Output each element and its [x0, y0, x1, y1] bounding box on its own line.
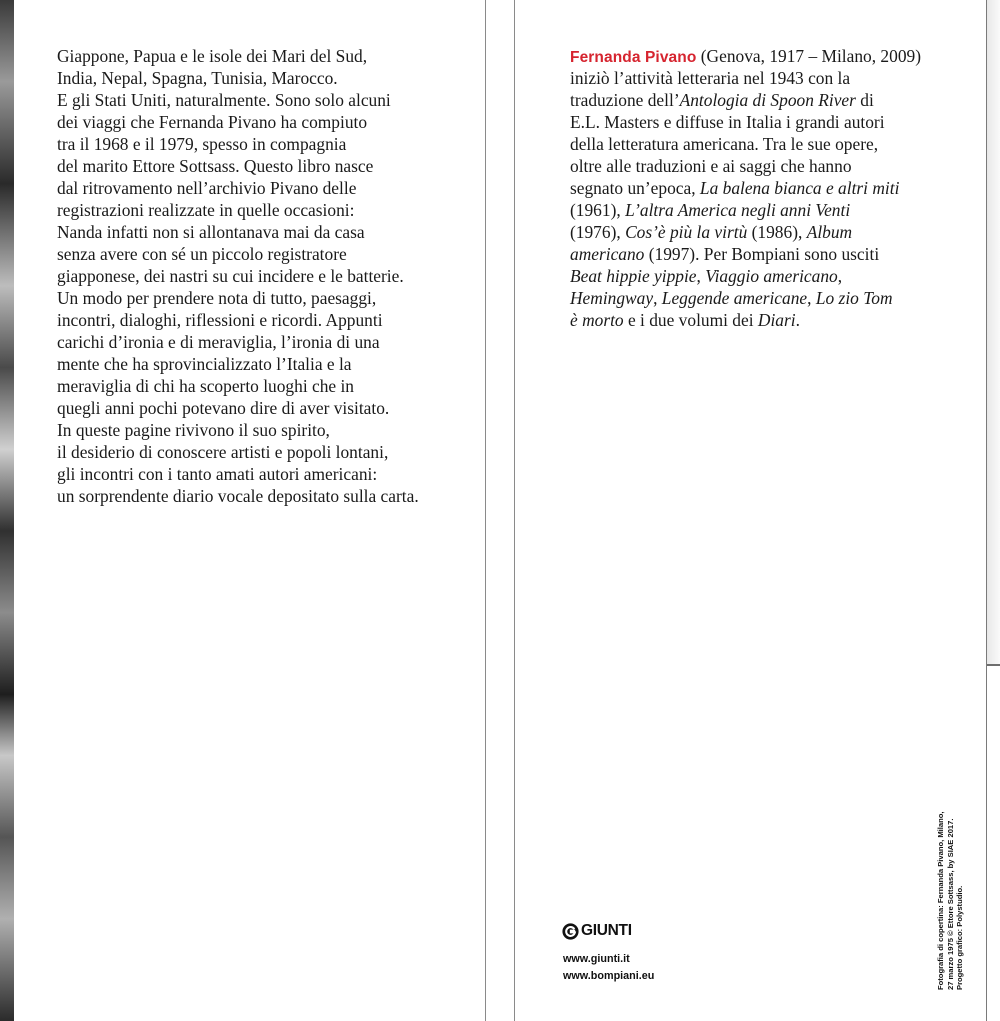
- bio-text: ,: [807, 288, 816, 308]
- description-line: Un modo per prendere nota di tutto, paesaggi,: [57, 288, 377, 308]
- description-line: registrazioni realizzate in quelle occasioni:: [57, 200, 355, 220]
- credit-line: Progetto grafico: Polystudio.: [955, 885, 965, 990]
- description-line: E gli Stati Uniti, naturalmente. Sono solo alcuni: [57, 90, 391, 110]
- bio-line: E.L. Masters e diffuse in Italia i grandi autori: [570, 112, 885, 132]
- author-bio: [570, 45, 921, 331]
- description-line: un sorprendente diario vocale depositato sulla carta.: [57, 486, 419, 506]
- description-line: gli incontri con i tanto amati autori americani:: [57, 464, 378, 484]
- website-link[interactable]: www.bompiani.eu: [563, 970, 655, 982]
- bio-line: iniziò l’attività letteraria nel 1943 con la: [570, 68, 851, 88]
- flap-edge: [986, 0, 1000, 1021]
- book-title: Album: [806, 222, 853, 242]
- description-line: il desiderio di conoscere artisti e popoli lontani,: [57, 442, 389, 462]
- bio-text: e i due volumi dei: [623, 310, 758, 330]
- description-line: carichi d’ironia e di meraviglia, l’ironia di una: [57, 332, 380, 352]
- description-line: del marito Ettore Sottsass. Questo libro nasce: [57, 156, 374, 176]
- description-line: giapponese, dei nastri su cui incidere e le batterie.: [57, 266, 404, 286]
- book-description: [57, 45, 419, 507]
- description-line: quegli anni pochi potevano dire di aver visitato.: [57, 398, 390, 418]
- credit-line: 27 marzo 1975 © Ettore Sottsass, by SIAE 2017.: [945, 818, 955, 990]
- description-line: tra il 1968 e il 1979, spesso in compagnia: [57, 134, 347, 154]
- bio-text: ,: [653, 288, 662, 308]
- credit-line: Fotografia di copertina: Fernanda Pivano, Milano,: [936, 811, 945, 990]
- description-line: senza avere con sé un piccolo registratore: [57, 244, 347, 264]
- description-line: India, Nepal, Spagna, Tunisia, Marocco.: [57, 68, 338, 88]
- giunti-logo: [562, 922, 632, 940]
- book-title: Beat hippie yippie: [570, 266, 697, 286]
- book-title: Hemingway: [570, 288, 654, 308]
- author-name: Fernanda Pivano: [570, 49, 697, 66]
- bio-line: [570, 287, 921, 309]
- flap-notch: [987, 664, 1000, 666]
- cover-photo-edge: [0, 0, 14, 1021]
- flap-shade: [987, 0, 1000, 666]
- bio-text: ,: [696, 266, 706, 286]
- bio-text: segnato un’epoca,: [570, 178, 700, 198]
- description-line: dei viaggi che Fernanda Pivano ha compiuto: [57, 112, 368, 132]
- spine-fold: [485, 0, 515, 1021]
- bio-text: .: [795, 310, 800, 330]
- bio-text: ,: [837, 266, 843, 286]
- bio-line: [570, 221, 921, 243]
- bio-line: [570, 45, 921, 67]
- bio-text: (1961),: [570, 200, 626, 220]
- publisher-logo: [562, 922, 632, 940]
- description-line: In queste pagine rivivono il suo spirito,: [57, 420, 330, 440]
- book-title: La balena bianca e altri miti: [699, 178, 900, 198]
- bio-text: (1986),: [747, 222, 807, 242]
- book-title: Viaggio americano: [705, 266, 838, 286]
- book-title: Diari: [757, 310, 796, 330]
- bio-line: [570, 199, 921, 221]
- book-title: è morto: [570, 310, 624, 330]
- website-link[interactable]: www.giunti.it: [563, 953, 630, 965]
- bio-line: [570, 309, 921, 331]
- description-line: dal ritrovamento nell’archivio Pivano delle: [57, 178, 357, 198]
- book-title: Cos’è più la virtù: [625, 222, 748, 242]
- description-line: meraviglia di chi ha scoperto luoghi che in: [57, 376, 354, 396]
- bio-text: (1997). Per Bompiani sono usciti: [644, 244, 880, 264]
- photo-credits: [936, 812, 965, 990]
- description-line: Giappone, Papua e le isole dei Mari del Sud,: [57, 46, 368, 66]
- book-title: Lo zio Tom: [815, 288, 893, 308]
- bio-line: della letteratura americana. Tra le sue opere,: [570, 134, 879, 154]
- bio-line: [570, 243, 921, 265]
- book-title: L’altra America negli anni Venti: [625, 200, 851, 220]
- description-line: Nanda infatti non si allontanava mai da casa: [57, 222, 365, 242]
- bio-line: [570, 177, 921, 199]
- bio-line: [570, 89, 921, 111]
- book-title: Antologia di Spoon River: [679, 90, 856, 110]
- bio-text: traduzione dell’: [570, 90, 680, 110]
- logo-text: GIUNTI: [581, 922, 632, 939]
- description-line: incontri, dialoghi, riflessioni e ricordi. Appunti: [57, 310, 383, 330]
- bio-line: oltre alle traduzioni e ai saggi che hanno: [570, 156, 852, 176]
- book-title: americano: [570, 244, 645, 264]
- bio-line: [570, 265, 921, 287]
- bio-text: di: [855, 90, 874, 110]
- description-line: mente che ha sprovincializzato l’Italia e la: [57, 354, 352, 374]
- book-title: Leggende americane: [661, 288, 808, 308]
- giunti-g-icon: [562, 923, 579, 940]
- bio-text: (1976),: [570, 222, 626, 242]
- bio-text: (Genova, 1917 – Milano, 2009): [696, 46, 921, 66]
